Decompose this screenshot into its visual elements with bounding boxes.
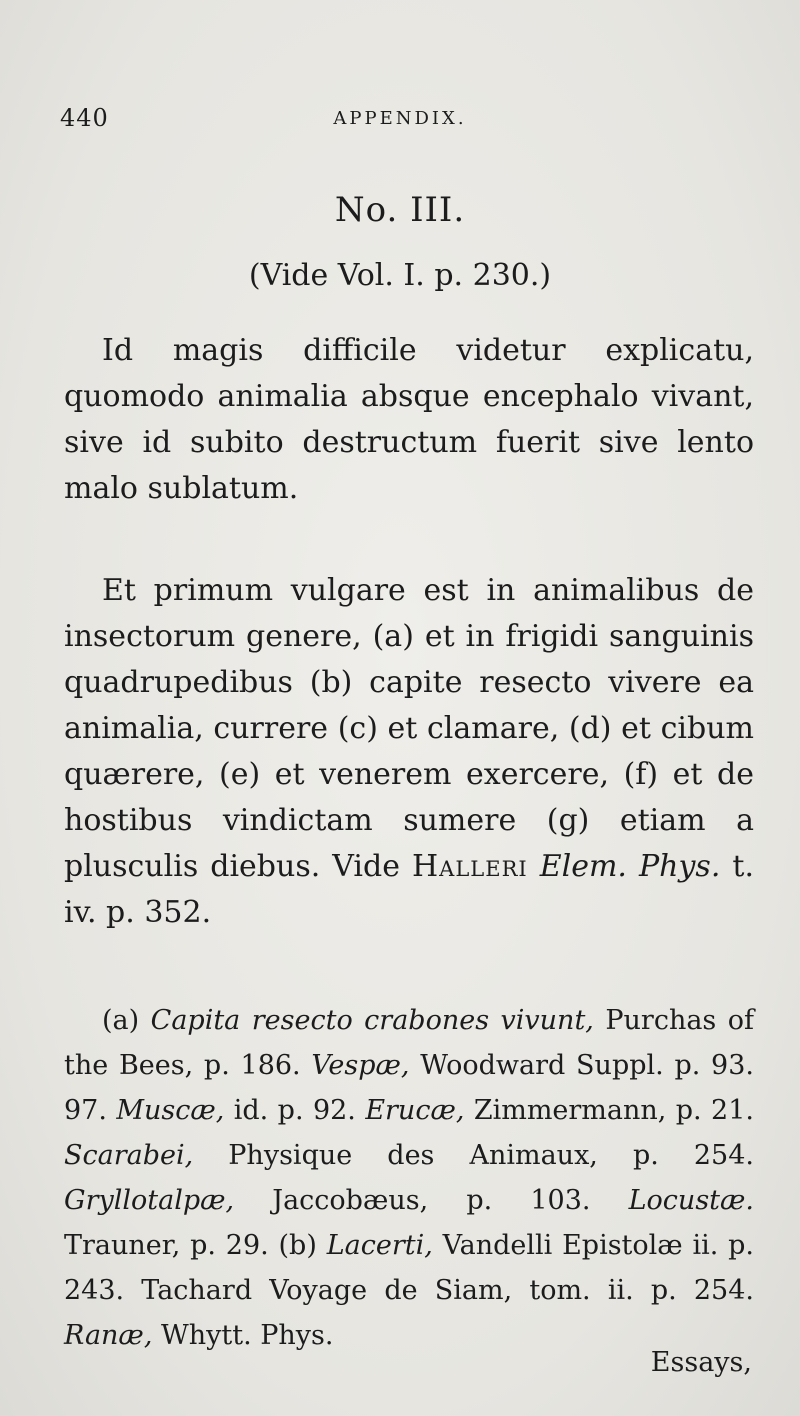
footnote-text: id. p. 92. bbox=[224, 1095, 366, 1126]
paragraph-2 bbox=[64, 568, 754, 936]
running-header bbox=[60, 104, 740, 134]
footnote-marker: (b) bbox=[278, 1230, 317, 1261]
footnote-italic: Ranæ, bbox=[64, 1320, 153, 1351]
section-reference: (Vide Vol. I. p. 230.) bbox=[248, 258, 552, 293]
footnote-italic: Lacerti, bbox=[326, 1230, 433, 1261]
work-title: Elem. Phys. bbox=[539, 849, 721, 884]
footnote-italic: Scarabei, bbox=[64, 1140, 194, 1171]
catchword: Essays, bbox=[650, 1347, 752, 1378]
footnote-text: Jaccobæus, p. 103. bbox=[234, 1185, 629, 1216]
footnote-text: Purchas of the Bees, p. 186. bbox=[64, 1005, 755, 1081]
footnote-italic: Gryllotalpæ, bbox=[64, 1185, 235, 1216]
running-title: APPENDIX. bbox=[333, 108, 467, 129]
footnote-text: Trauner, p. 29. bbox=[64, 1230, 279, 1261]
paragraph-2-text: Et primum vulgare est in animalibus de insectorum genere, (a) et in frigidi sanguinis quadrupedibus (b) capite resecto vivere ea animalia, currere (c) et clamare, (d) et cibum quærere, (e) et venerem exercere, (f) et de hostibus vindictam sumere (g) etiam a plusculis diebus. Vide bbox=[64, 573, 754, 884]
footnote-italic: Erucæ, bbox=[365, 1095, 465, 1126]
section-title: No. III. bbox=[334, 190, 466, 230]
paragraph-1: Id magis difficile videtur explicatu, quomodo animalia absque encephalo vivant, sive id subito destructum fuerit sive lento malo sublatum. bbox=[64, 333, 754, 506]
footnote-italic: Muscæ, bbox=[116, 1095, 225, 1126]
footnote-text: Zimmermann, p. 21. bbox=[464, 1095, 754, 1126]
page-number: 440 bbox=[60, 104, 109, 132]
footnote-italic: Capita resecto crabones vivunt, bbox=[150, 1005, 594, 1036]
footnotes bbox=[64, 998, 754, 1358]
paragraph-2-citation: t. iv. p. 352. bbox=[64, 849, 754, 930]
footnote-text: Whytt. Phys. bbox=[152, 1320, 334, 1351]
author-name: Halleri bbox=[412, 849, 528, 884]
footnote-text: Vandelli Epistolæ ii. p. 243. Tachard Voyage de Siam, tom. ii. p. 254. bbox=[64, 1230, 754, 1306]
footnote-text: Physique des Animaux, p. 254. bbox=[193, 1140, 754, 1171]
footnote-marker: (a) bbox=[102, 1005, 140, 1036]
footnote-italic: Locustæ. bbox=[628, 1185, 754, 1216]
footnote-italic: Vespæ, bbox=[311, 1050, 410, 1081]
footnote-text: Woodward Suppl. p. 93. 97. bbox=[64, 1050, 754, 1126]
